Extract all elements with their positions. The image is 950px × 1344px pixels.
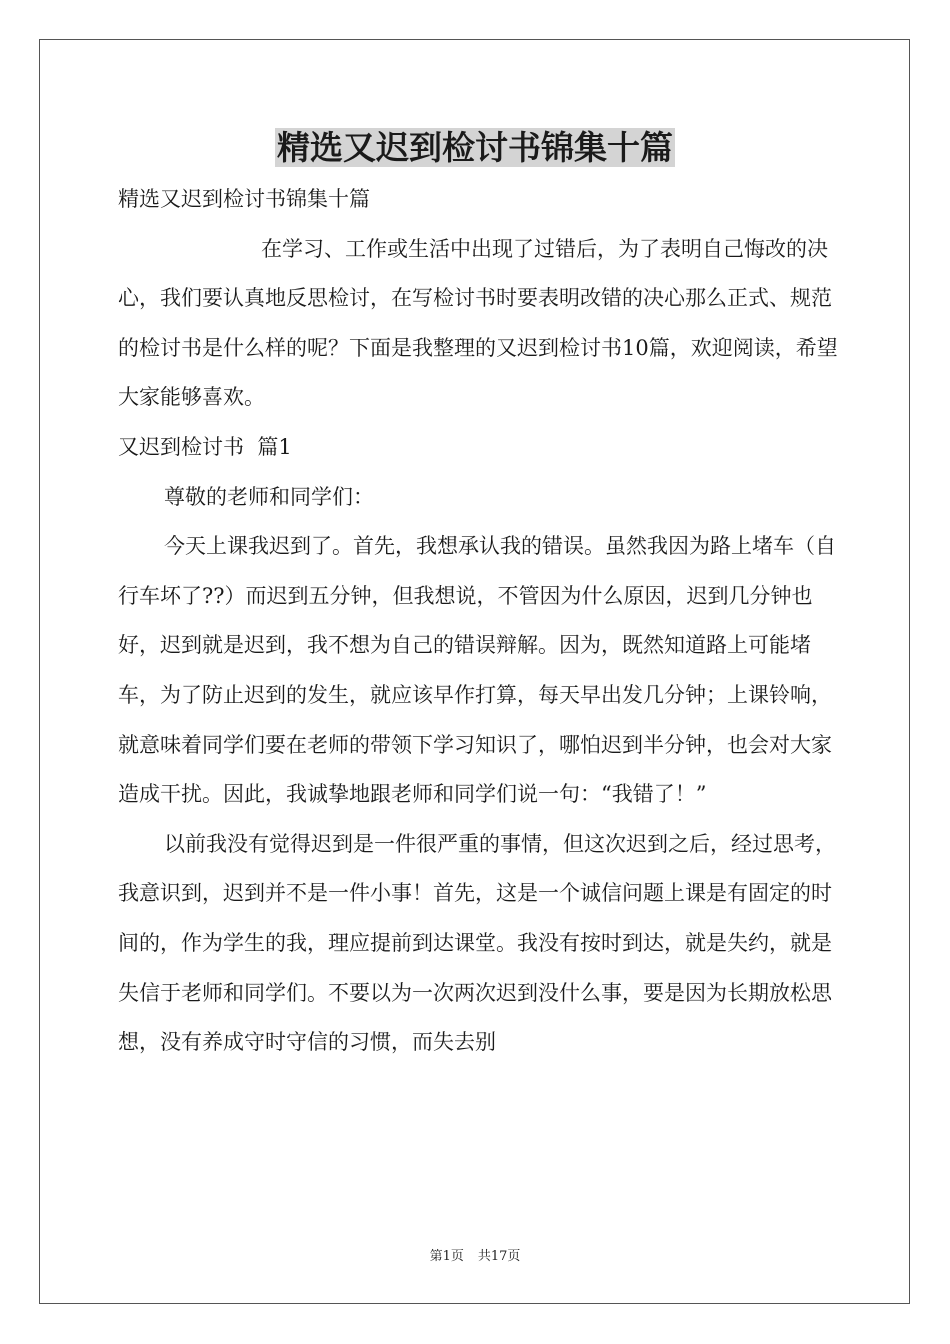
document-title bbox=[0, 124, 950, 172]
intro-paragraph: 在学习、工作或生活中出现了过错后，为了表明自己悔改的决心，我们要认真地反思检讨，在写检讨书时要表明改错的决心那么正式、规范的检讨书是什么样的呢？下面是我整理的又迟到检讨书10篇，欢迎阅读，希望大家能够喜欢。 bbox=[118, 236, 838, 410]
salutation: 尊敬的老师和同学们： bbox=[164, 484, 374, 509]
document-title-text: 精选又迟到检讨书锦集十篇 bbox=[277, 128, 673, 167]
body-paragraph-2: 以前我没有觉得迟到是一件很严重的事情，但这次迟到之后，经过思考，我意识到，迟到并不是一件小事！首先，这是一个诚信问题上课是有固定的时间的，作为学生的我，理应提前到达课堂。我没有按时到达，就是失约，就是失信于老师和同学们。不要以为一次两次迟到没什么事，要是因为长期放松思想，没有养成守时守信的习惯，而失去别 bbox=[118, 831, 836, 1055]
section-heading: 又迟到检讨书 篇1 bbox=[118, 434, 292, 459]
page-total: 共17页 bbox=[477, 1249, 521, 1264]
document-body bbox=[118, 175, 838, 1068]
body-paragraph-1: 今天上课我迟到了。首先，我想承认我的错误。虽然我因为路上堵车（自行车坏了??）而迟到五分钟，但我想说，不管因为什么原因，迟到几分钟也好，迟到就是迟到，我不想为自己的错误辩解。因为，既然知道路上可能堵车，为了防止迟到的发生，就应该早作打算，每天早出发几分钟；上课铃响，就意味着同学们要在老师的带领下学习知识了，哪怕迟到半分钟，也会对大家造成干扰。因此，我诚挚地跟老师和同学们说一句：“我错了！” bbox=[118, 534, 836, 807]
page-footer bbox=[0, 1247, 950, 1267]
page-number: 第1页 bbox=[429, 1249, 464, 1264]
document-subtitle: 精选又迟到检讨书锦集十篇 bbox=[118, 187, 370, 211]
